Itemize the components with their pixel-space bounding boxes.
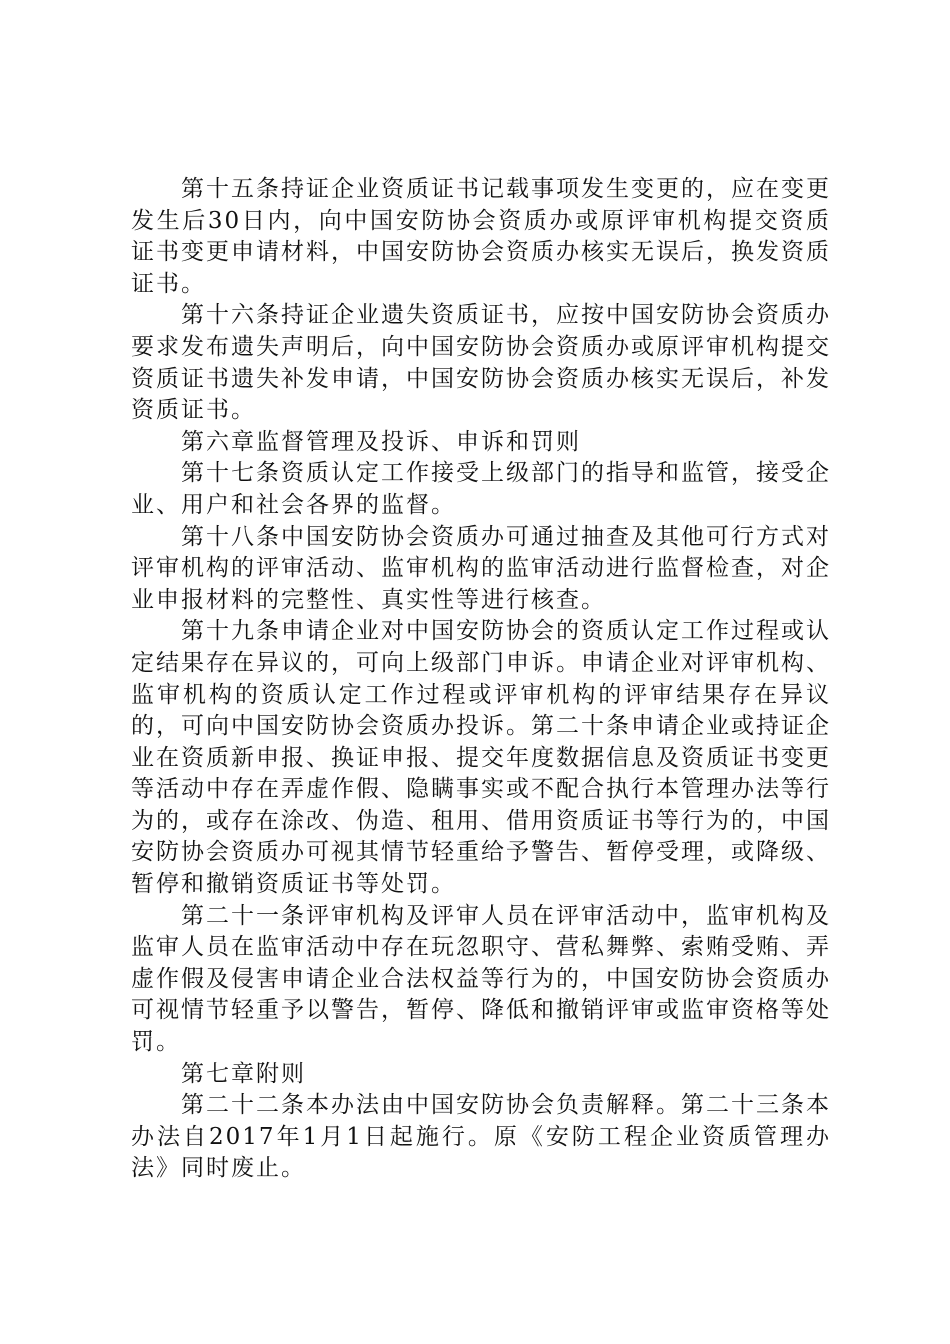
chapter-6-heading: 第六章监督管理及投诉、申诉和罚则 [181, 428, 581, 455]
article-22-23-paragraph: 第二十二条本办法由中国安防协会负责解释。第二十三条本办法自2017年1月1日起施行。原《安防工程企业资质管理办法》同时废止。 [131, 1092, 831, 1182]
document-body [131, 174, 831, 1185]
chapter-7-heading: 第七章附则 [181, 1060, 306, 1087]
article-21-paragraph: 第二十一条评审机构及评审人员在评审活动中，监审机构及监审人员在监审活动中存在玩忽职守、营私舞弊、索贿受贿、弄虚作假及侵害申请企业合法权益等行为的，中国安防协会资质办可视情节轻重予以警告，暂停、降低和撤销评审或监审资格等处罚。 [131, 902, 831, 1056]
article-17-paragraph: 第十七条资质认定工作接受上级部门的指导和监管，接受企业、用户和社会各界的监督。 [131, 460, 831, 518]
article-19-20-paragraph: 第十九条申请企业对中国安防协会的资质认定工作过程或认定结果存在异议的，可向上级部门申诉。申请企业对评审机构、监审机构的资质认定工作过程或评审机构的评审结果存在异议的，可向中国安防协会资质办投诉。第二十条申请企业或持证企业在资质新申报、换证申报、提交年度数据信息及资质证书变更等活动中存在弄虚作假、隐瞒事实或不配合执行本管理办法等行为的，或存在涂改、伪造、租用、借用资质证书等行为的，中国安防协会资质办可视其情节轻重给予警告、暂停受理，或降级、暂停和撤销资质证书等处罚。 [131, 618, 831, 898]
article-16-paragraph: 第十六条持证企业遗失资质证书，应按中国安防协会资质办要求发布遗失声明后，向中国安防协会资质办或原评审机构提交资质证书遗失补发申请，中国安防协会资质办核实无误后，补发资质证书。 [131, 302, 831, 424]
article-18-paragraph: 第十八条中国安防协会资质办可通过抽查及其他可行方式对评审机构的评审活动、监审机构的监审活动进行监督检查，对企业申报材料的完整性、真实性等进行核查。 [131, 523, 831, 613]
article-15-paragraph: 第十五条持证企业资质证书记载事项发生变更的，应在变更发生后30日内，向中国安防协会资质办或原评审机构提交资质证书变更申请材料，中国安防协会资质办核实无误后，换发资质证书。 [131, 176, 831, 297]
